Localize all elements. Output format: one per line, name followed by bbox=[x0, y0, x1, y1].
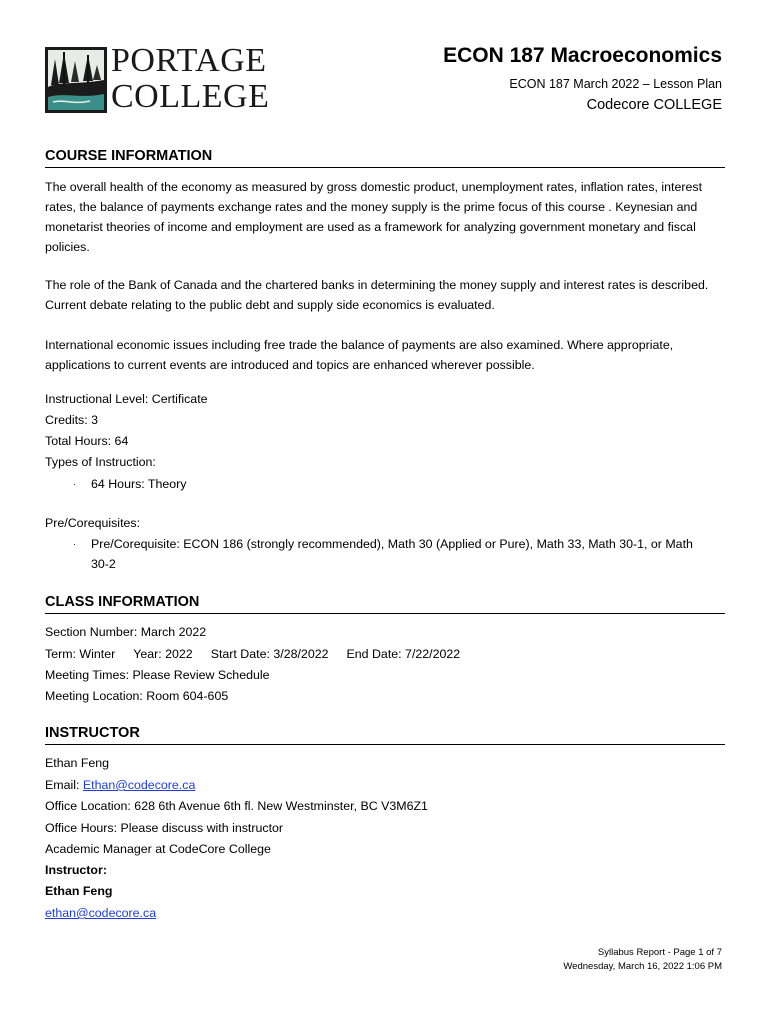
end-date: End Date: 7/22/2022 bbox=[346, 647, 461, 661]
email-label: Email: bbox=[45, 778, 83, 792]
report-timestamp: Wednesday, March 16, 2022 1:06 PM bbox=[563, 961, 722, 972]
college-name: Codecore COLLEGE bbox=[586, 97, 722, 113]
office-hours: Office Hours: Please discuss with instructor bbox=[45, 821, 284, 835]
credits: Credits: 3 bbox=[45, 413, 99, 427]
list-item bbox=[73, 474, 713, 494]
office-location: Office Location: 628 6th Avenue 6th fl. New Westminster, BC V3M6Z1 bbox=[45, 799, 428, 813]
prerequisite-item: Pre/Corequisite: ECON 186 (strongly recommended), Math 30 (Applied or Pure), Math 33, Math 30-1, or Math 30-2 bbox=[91, 537, 693, 571]
instructor-role: Academic Manager at CodeCore College bbox=[45, 842, 271, 856]
meeting-times: Meeting Times: Please Review Schedule bbox=[45, 668, 270, 682]
types-of-instruction-label: Types of Instruction: bbox=[45, 455, 156, 469]
page-info: Syllabus Report - Page 1 of 7 bbox=[597, 947, 722, 958]
section-number: Section Number: March 2022 bbox=[45, 625, 207, 639]
class-information-heading: CLASS INFORMATION bbox=[45, 594, 725, 614]
term: Term: Winter bbox=[45, 647, 116, 661]
instruction-type-item: 64 Hours: Theory bbox=[91, 477, 187, 491]
email-row bbox=[45, 775, 195, 795]
lesson-plan-subtitle: ECON 187 March 2022 – Lesson Plan bbox=[509, 77, 722, 91]
logo-text-portage: PORTAGE bbox=[111, 42, 267, 79]
list-item bbox=[73, 534, 713, 574]
course-description-paragraph-2: The role of the Bank of Canada and the chartered banks in determining the money supply and interest rates is described. Current debate relating to the public debt and supply side economics is evaluated. bbox=[45, 278, 709, 312]
instructor-label: Instructor: bbox=[45, 863, 107, 877]
bullet-icon: · bbox=[73, 479, 76, 489]
bullet-icon: · bbox=[73, 539, 76, 549]
college-logo bbox=[45, 42, 275, 115]
email-link[interactable]: Ethan@codecore.ca bbox=[82, 778, 196, 792]
instructor-name-bold: Ethan Feng bbox=[45, 884, 113, 898]
course-description-paragraph-1: The overall health of the economy as measured by gross domestic product, unemployment rates, inflation rates, interest rates, the balance of payments exchange rates and the money supply is the prime focus of this course . Keynesian and monetarist theories of income and employment are used as a framework for analyzing government monetary and fiscal policies. bbox=[45, 180, 703, 254]
instructor-name: Ethan Feng bbox=[45, 756, 110, 770]
total-hours: Total Hours: 64 bbox=[45, 434, 129, 448]
instructor-email-row bbox=[45, 903, 156, 923]
instructional-level: Instructional Level: Certificate bbox=[45, 392, 208, 406]
term-dates-row bbox=[45, 644, 460, 664]
portage-college-logo-icon bbox=[45, 47, 107, 113]
instructor-email-link[interactable]: ethan@codecore.ca bbox=[45, 906, 157, 920]
logo-text-college: COLLEGE bbox=[111, 78, 270, 115]
course-information-heading: COURSE INFORMATION bbox=[45, 148, 725, 168]
instructor-heading: INSTRUCTOR bbox=[45, 725, 725, 745]
course-description-paragraph-3: International economic issues including free trade the balance of payments are also examined. Where appropriate, applications to current events are introduced and topics are enhanced wherever possible. bbox=[45, 338, 674, 372]
start-date: Start Date: 3/28/2022 bbox=[210, 647, 329, 661]
syllabus-page bbox=[45, 0, 725, 1024]
course-title: ECON 187 Macroeconomics bbox=[443, 44, 722, 67]
footer bbox=[563, 946, 722, 974]
year: Year: 2022 bbox=[133, 647, 193, 661]
meeting-location: Meeting Location: Room 604-605 bbox=[45, 689, 229, 703]
prerequisites-label: Pre/Corequisites: bbox=[45, 516, 141, 530]
